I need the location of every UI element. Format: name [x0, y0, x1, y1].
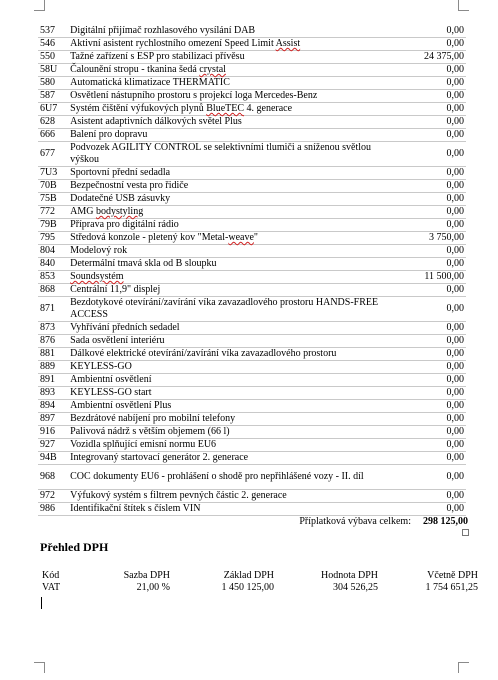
equipment-price: 0,00 [396, 167, 466, 180]
equipment-price: 0,00 [396, 465, 466, 490]
equipment-price: 0,00 [396, 400, 466, 413]
equipment-price: 0,00 [396, 219, 466, 232]
equipment-code: 70B [38, 180, 68, 193]
equipment-description: Centrální 11,9" displej [68, 284, 396, 297]
equipment-row [38, 103, 466, 116]
equipment-code: 580 [38, 77, 68, 90]
equipment-price: 0,00 [396, 335, 466, 348]
equipment-description: Dodatečné USB zásuvky [68, 193, 396, 206]
equipment-row [38, 413, 466, 426]
equipment-code: 916 [38, 426, 68, 439]
vat-header-total: Včetně DPH [427, 570, 478, 581]
equipment-row [38, 193, 466, 206]
vat-heading: Přehled DPH [40, 540, 109, 554]
equipment-price: 3 750,00 [396, 232, 466, 245]
equipment-row [38, 258, 466, 271]
equipment-code: 868 [38, 284, 68, 297]
equipment-price: 11 500,00 [396, 271, 466, 284]
total-row [270, 515, 468, 529]
equipment-row [38, 219, 466, 232]
equipment-row [38, 77, 466, 90]
equipment-row [38, 361, 466, 374]
equipment-row [38, 129, 466, 142]
equipment-row [38, 90, 466, 103]
vat-cell-base: 1 450 125,00 [221, 582, 274, 593]
crop-mark-top-left [34, 0, 45, 11]
vat-header-base: Základ DPH [223, 570, 274, 581]
equipment-description: Osvětlení nástupního prostoru s projekcí loga Mercedes-Benz [68, 90, 396, 103]
table-resize-handle[interactable] [462, 529, 469, 536]
equipment-code: 795 [38, 232, 68, 245]
crop-mark-bottom-right [458, 662, 469, 673]
equipment-price: 0,00 [396, 374, 466, 387]
spellcheck-mark: weave [228, 232, 254, 243]
spellcheck-mark: BlueTEC [206, 103, 245, 114]
equipment-description: Identifikační štítek s číslem VIN [68, 503, 396, 516]
equipment-description: Vozidla splňující emisní normu EU6 [68, 439, 396, 452]
equipment-row [38, 439, 466, 452]
equipment-price: 0,00 [396, 206, 466, 219]
equipment-description: Podvozek AGILITY CONTROL se selektivními tlumiči a sníženou světlou výškou [68, 142, 396, 167]
equipment-price: 0,00 [396, 245, 466, 258]
equipment-price: 0,00 [396, 413, 466, 426]
equipment-description: Dálkové elektrické otevírání/zavírání víka zavazadlového prostoru [68, 348, 396, 361]
equipment-row [38, 116, 466, 129]
equipment-description: Středová konzole - pletený kov "Metal-weave" [68, 232, 396, 245]
equipment-code: 677 [38, 142, 68, 167]
total-value: 298 125,00 [423, 516, 468, 527]
equipment-price: 0,00 [396, 25, 466, 38]
equipment-row [38, 206, 466, 219]
equipment-description: Ambientní osvětlení [68, 374, 396, 387]
vat-header-code: Kód [42, 570, 60, 581]
equipment-row [38, 335, 466, 348]
equipment-price: 0,00 [396, 439, 466, 452]
equipment-description: Systém čištění výfukových plynů BlueTEC 4. generace [68, 103, 396, 116]
vat-cell-rate: 21,00 % [136, 582, 170, 593]
equipment-code: 94B [38, 452, 68, 465]
equipment-row [38, 64, 466, 77]
equipment-price: 0,00 [396, 297, 466, 322]
text-cursor [41, 597, 42, 609]
equipment-code: 79B [38, 219, 68, 232]
equipment-description: COC dokumenty EU6 - prohlášení o shodě pro nepřihlášené vozy - II. díl [68, 465, 396, 490]
equipment-code: 972 [38, 490, 68, 503]
equipment-code: 772 [38, 206, 68, 219]
equipment-price: 0,00 [396, 142, 466, 167]
equipment-description: Aktivní asistent rychlostního omezení Speed Limit Assist [68, 38, 396, 51]
equipment-row [38, 232, 466, 245]
equipment-row [38, 452, 466, 465]
spellcheck-mark: Soundsystém [70, 271, 124, 282]
equipment-price: 0,00 [396, 77, 466, 90]
equipment-row [38, 490, 466, 503]
vat-header-rate: Sazba DPH [123, 570, 170, 581]
equipment-description: KEYLESS-GO [68, 361, 396, 374]
total-label: Příplatková výbava celkem: [299, 516, 411, 527]
equipment-description: Příprava pro digitální rádio [68, 219, 396, 232]
vat-table [40, 570, 480, 594]
equipment-price: 0,00 [396, 116, 466, 129]
equipment-row [38, 426, 466, 439]
equipment-price: 0,00 [396, 490, 466, 503]
equipment-code: 840 [38, 258, 68, 271]
equipment-price: 0,00 [396, 426, 466, 439]
equipment-price: 0,00 [396, 103, 466, 116]
equipment-description: Vyhřívání předních sedadel [68, 322, 396, 335]
equipment-row [38, 322, 466, 335]
vat-cell-code: VAT [42, 582, 61, 593]
equipment-row [38, 284, 466, 297]
equipment-row [38, 503, 466, 516]
equipment-price: 0,00 [396, 38, 466, 51]
equipment-code: 889 [38, 361, 68, 374]
equipment-price: 0,00 [396, 129, 466, 142]
crop-mark-top-right [458, 0, 469, 11]
equipment-price: 0,00 [396, 64, 466, 77]
equipment-price: 0,00 [396, 503, 466, 516]
equipment-row [38, 38, 466, 51]
equipment-code: 628 [38, 116, 68, 129]
equipment-code: 876 [38, 335, 68, 348]
equipment-row [38, 180, 466, 193]
spellcheck-mark: crystal [199, 64, 226, 75]
equipment-description: Automatická klimatizace THERMATIC [68, 77, 396, 90]
equipment-row [38, 374, 466, 387]
equipment-description: AMG bodystyling [68, 206, 396, 219]
equipment-row [38, 400, 466, 413]
equipment-code: 550 [38, 51, 68, 64]
equipment-description: Determální tmavá skla od B sloupku [68, 258, 396, 271]
equipment-description: Integrovaný startovací generátor 2. generace [68, 452, 396, 465]
equipment-code: 587 [38, 90, 68, 103]
equipment-code: 853 [38, 271, 68, 284]
equipment-description: Tažné zařízení s ESP pro stabilizaci přívěsu [68, 51, 396, 64]
equipment-description: Digitální přijímač rozhlasového vysílání DAB [68, 25, 396, 38]
equipment-row [38, 465, 466, 490]
equipment-code: 891 [38, 374, 68, 387]
equipment-code: 75B [38, 193, 68, 206]
equipment-code: 7U3 [38, 167, 68, 180]
equipment-description: Palivová nádrž s větším objemem (66 l) [68, 426, 396, 439]
equipment-row [38, 167, 466, 180]
equipment-price: 0,00 [396, 258, 466, 271]
equipment-code: 58U [38, 64, 68, 77]
crop-mark-bottom-left [34, 662, 45, 673]
equipment-code: 894 [38, 400, 68, 413]
equipment-code: 6U7 [38, 103, 68, 116]
equipment-price: 0,00 [396, 180, 466, 193]
equipment-price: 0,00 [396, 90, 466, 103]
equipment-row [38, 297, 466, 322]
equipment-description: Výfukový systém s filtrem pevných částic 2. generace [68, 490, 396, 503]
equipment-code: 986 [38, 503, 68, 516]
equipment-row [38, 25, 466, 38]
equipment-row [38, 348, 466, 361]
equipment-price: 0,00 [396, 193, 466, 206]
equipment-code: 537 [38, 25, 68, 38]
equipment-description: Čalounění stropu - tkanina šedá crystal [68, 64, 396, 77]
vat-cell-total: 1 754 651,25 [425, 582, 478, 593]
equipment-row [38, 387, 466, 400]
equipment-code: 893 [38, 387, 68, 400]
equipment-price: 24 375,00 [396, 51, 466, 64]
equipment-description: Sportovní přední sedadla [68, 167, 396, 180]
equipment-price: 0,00 [396, 284, 466, 297]
equipment-code: 871 [38, 297, 68, 322]
equipment-code: 927 [38, 439, 68, 452]
vat-cell-amount: 304 526,25 [333, 582, 378, 593]
equipment-code: 873 [38, 322, 68, 335]
equipment-code: 666 [38, 129, 68, 142]
equipment-price: 0,00 [396, 322, 466, 335]
equipment-row [38, 245, 466, 258]
equipment-description: Bezdrátové nabíjení pro mobilní telefony [68, 413, 396, 426]
equipment-row [38, 51, 466, 64]
vat-header-amount: Hodnota DPH [321, 570, 378, 581]
vat-header-row [40, 570, 480, 582]
equipment-price: 0,00 [396, 452, 466, 465]
equipment-code: 546 [38, 38, 68, 51]
equipment-description: Bezpečnostní vesta pro řidiče [68, 180, 396, 193]
equipment-description: Ambientní osvětlení Plus [68, 400, 396, 413]
equipment-description: Asistent adaptivních dálkových světel Plus [68, 116, 396, 129]
equipment-code: 968 [38, 465, 68, 490]
equipment-row [38, 142, 466, 167]
equipment-code: 897 [38, 413, 68, 426]
equipment-code: 881 [38, 348, 68, 361]
equipment-price: 0,00 [396, 387, 466, 400]
equipment-code: 804 [38, 245, 68, 258]
equipment-table [38, 25, 466, 516]
spellcheck-mark: bodystyling [95, 206, 144, 217]
equipment-description [68, 271, 396, 284]
equipment-description: Bezdotykové otevírání/zavírání víka zavazadlového prostoru HANDS-FREE ACCESS [68, 297, 396, 322]
equipment-price: 0,00 [396, 348, 466, 361]
equipment-description: Modelový rok [68, 245, 396, 258]
equipment-table-body [38, 25, 466, 516]
spellcheck-mark: Assist [275, 38, 301, 49]
equipment-description: Sada osvětlení interiéru [68, 335, 396, 348]
equipment-description: Balení pro dopravu [68, 129, 396, 142]
vat-row [40, 582, 480, 594]
equipment-row [38, 271, 466, 284]
equipment-price: 0,00 [396, 361, 466, 374]
equipment-description: KEYLESS-GO start [68, 387, 396, 400]
